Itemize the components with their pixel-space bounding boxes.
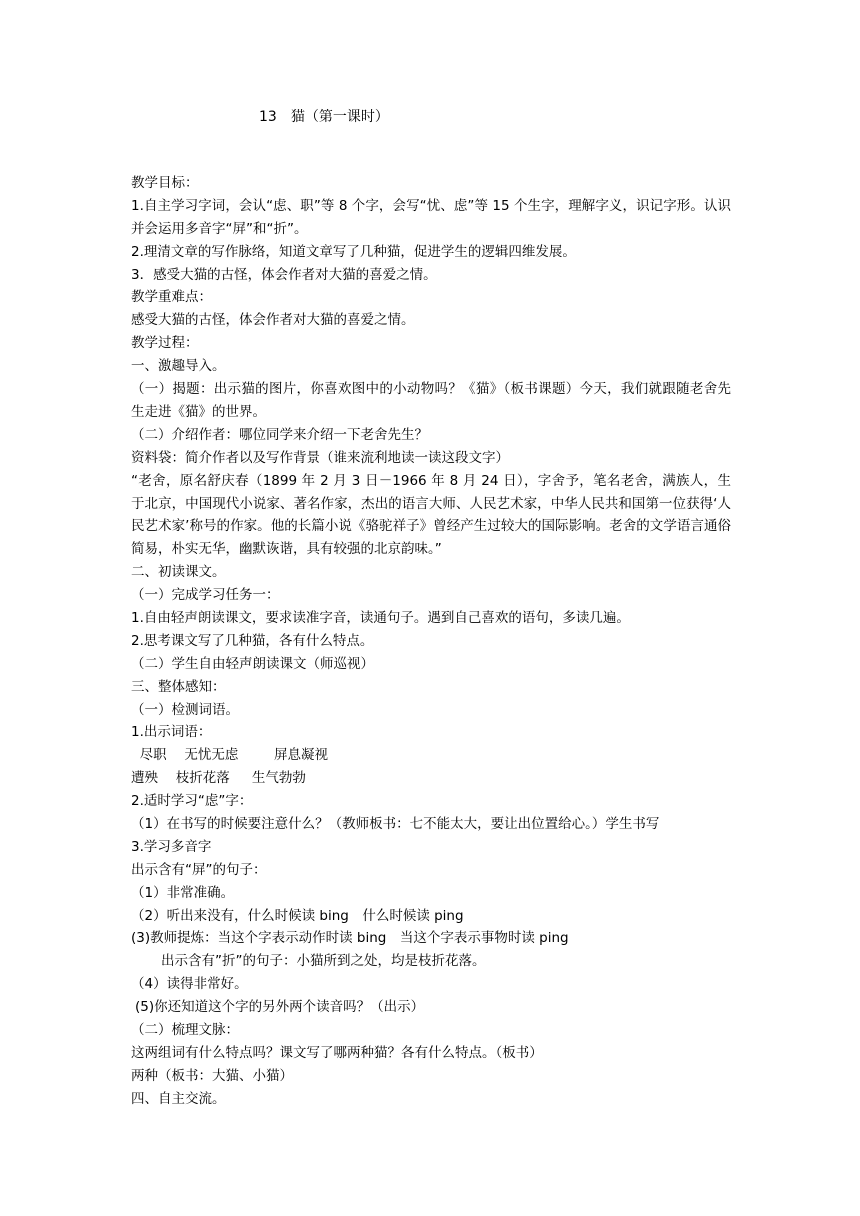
vocab-row: 尽职 无忧无虑 屏息凝视 xyxy=(131,747,328,764)
text-line: 2.思考课文写了几种猫，各有什么特点。 xyxy=(131,632,374,649)
text-line: 1.自由轻声朗读课文，要求读准字音，读通句子。遇到自己喜欢的语句，多读几遍。 xyxy=(131,609,630,626)
text-line: 2.适时学习“虑”字： xyxy=(131,793,253,810)
text-line: 这两组词有什么特点吗？课文写了哪两种猫？各有什么特点。（板书） xyxy=(131,1044,543,1061)
vocab-row: 遭殃 枝折花落 生气勃勃 xyxy=(131,770,306,787)
step-heading: 四、自主交流。 xyxy=(131,1090,226,1107)
text-line: （4）读得非常好。 xyxy=(131,976,248,993)
text-line: （1）在书写的时候要注意什么？（教师板书：七不能太大，要让出位置给心。）学生书写 xyxy=(131,816,660,832)
text-line: 1.出示词语： xyxy=(131,724,212,741)
goal-item: 2.理清文章的写作脉络，知道文章写了几种猫，促进学生的逻辑四维发展。 xyxy=(131,243,576,260)
author-quote: “老舍，原名舒庆春（1899 年 2 月 3 日－1966 年 8 月 24 日），字舍予，笔名老舍，满族人，生于北京，中国现代小说家、著名作家，杰出的语言大师、人民艺术家，中华人民共和国第一位获得‘人民艺术家’称号的作家。他的长篇小说《骆驼祥子》曾经产生过较大的国际影响。老舍的文学语言通俗简易，朴实无华，幽默诙谐，具有较强的北京韵味。” xyxy=(131,472,731,558)
goal-item: 3．感受大猫的古怪，体会作者对大猫的喜爱之情。 xyxy=(131,266,437,283)
step-heading: 三、整体感知： xyxy=(131,678,226,695)
section-heading: 教学目标： xyxy=(131,175,199,191)
text-line: （1）非常准确。 xyxy=(131,884,235,901)
text-line: 两种（板书：大猫、小猫） xyxy=(131,1067,293,1084)
text-line: （一）检测词语。 xyxy=(131,701,239,718)
text-line: 3.学习多音字 xyxy=(131,838,212,855)
text-line: 出示含有“屏”的句子： xyxy=(131,861,267,878)
goal-item: 1.自主学习字词，会认“虑、职”等 8 个字，会写“忧、虑”等 15 个生字，理解字义，识记字形。认识并会运用多音字“屏”和“折”。 xyxy=(131,197,731,237)
lesson-title: 13 猫（第一课时） xyxy=(259,109,389,125)
text-line: （二）学生自由轻声朗读课文（师巡视） xyxy=(131,655,374,672)
text-line: 感受大猫的古怪，体会作者对大猫的喜爱之情。 xyxy=(131,312,415,329)
text-line: （一）完成学习任务一： xyxy=(131,587,280,604)
step-heading: 二、初读课文。 xyxy=(131,564,226,581)
text-line: (3)教师提炼：当这个字表示动作时读 bing 当这个字表示事物时读 ping xyxy=(131,930,569,947)
section-heading: 教学过程： xyxy=(131,335,199,352)
lesson-body xyxy=(131,172,731,1111)
text-line: 出示含有”折”的句子：小猫所到之处，均是枝折花落。 xyxy=(161,953,486,970)
section-heading: 教学重难点： xyxy=(131,289,212,306)
text-line: （2）听出来没有，什么时候读 bing 什么时候读 ping xyxy=(131,907,464,924)
text-line: （二）介绍作者：哪位同学来介绍一下老舍先生？ xyxy=(131,426,428,443)
text-line: (5)你还知道这个字的另外两个读音吗？（出示） xyxy=(135,999,425,1016)
step-heading: 一、激趣导入。 xyxy=(131,358,226,375)
text-paragraph: （一）揭题：出示猫的图片，你喜欢图中的小动物吗？《猫》（板书课题）今天，我们就跟随老舍先生走进《猫》的世界。 xyxy=(131,381,731,420)
text-line: 资料袋：简介作者以及写作背景（谁来流利地读一读这段文字） xyxy=(131,449,509,466)
text-line: （二）梳理文脉： xyxy=(131,1022,239,1039)
